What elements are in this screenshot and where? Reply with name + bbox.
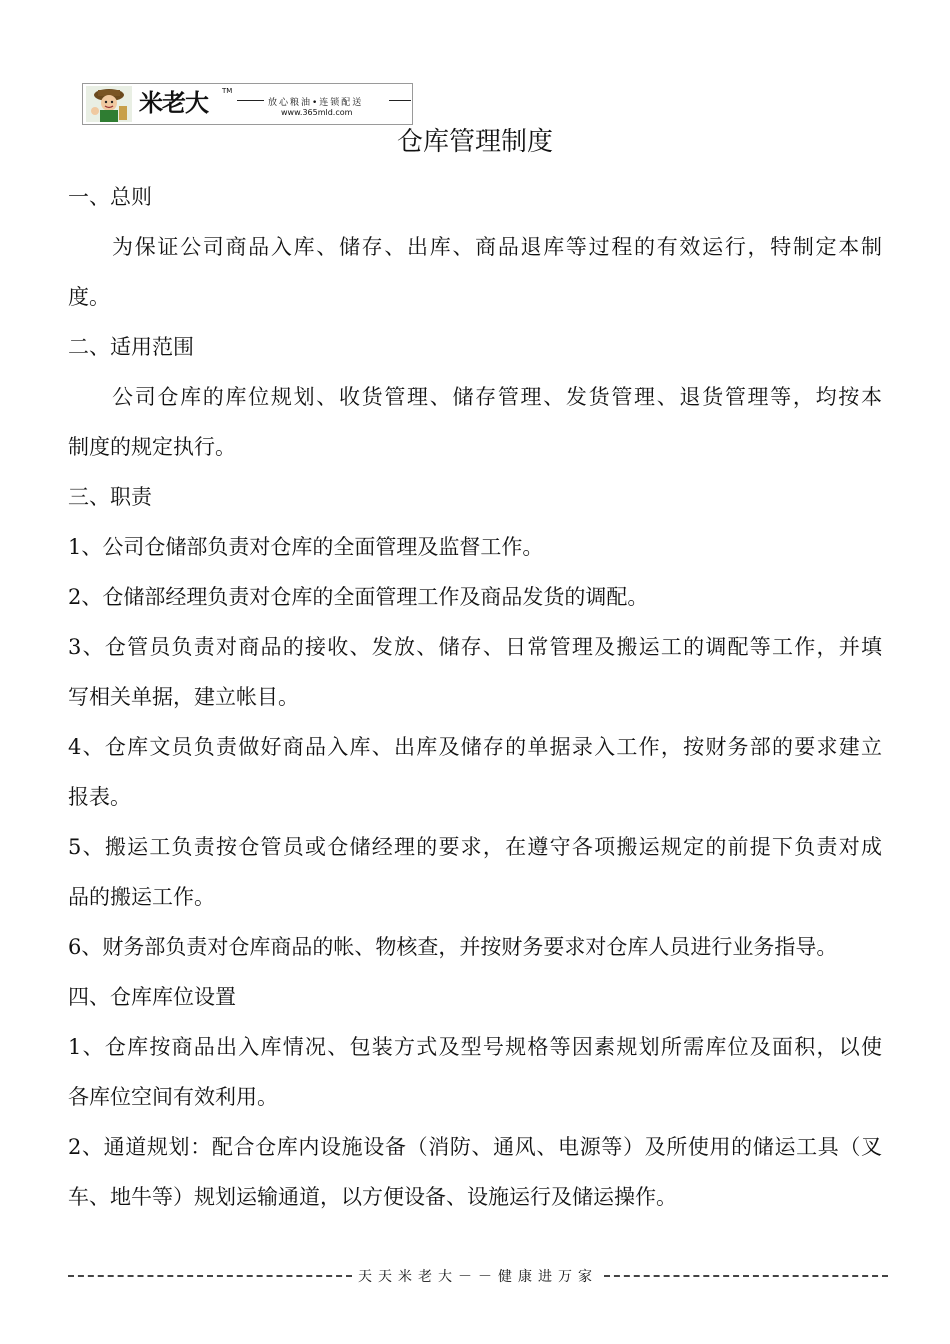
company-logo	[82, 83, 413, 125]
section-heading: 四、仓库库位设置	[68, 985, 236, 1009]
list-item: 1、仓库按商品出入库情况、包装方式及型号规格等因素规划所需库位及面积，以使	[68, 1035, 882, 1059]
document-title: 仓库管理制度	[396, 127, 553, 157]
list-item: 6、财务部负责对仓库商品的帐、物核查，并按财务要求对仓库人员进行业务指导。	[68, 935, 838, 959]
paragraph-line: 公司仓库的库位规划、收货管理、储存管理、发货管理、退货管理等，均按本	[112, 385, 882, 409]
trademark-mark: TM	[222, 87, 233, 95]
list-item: 5、搬运工负责按仓管员或仓储经理的要求，在遵守各项搬运规定的前提下负责对成	[68, 835, 882, 859]
page-footer	[68, 1266, 888, 1286]
footer-right-rule	[604, 1275, 888, 1277]
section-heading: 三、职责	[68, 485, 152, 509]
brand-name: 米老大	[139, 89, 208, 117]
slogan-left-rule	[237, 100, 264, 101]
footer-left-rule	[68, 1275, 352, 1277]
list-item: 3、仓管员负责对商品的接收、发放、储存、日常管理及搬运工的调配等工作，并填	[68, 635, 882, 659]
list-item-continuation: 品的搬运工作。	[68, 885, 215, 909]
list-item-continuation: 写相关单据，建立帐目。	[68, 685, 299, 709]
section-heading: 二、适用范围	[68, 335, 194, 359]
list-item: 1、公司仓储部负责对仓库的全面管理及监督工作。	[68, 535, 544, 559]
document-body	[68, 172, 882, 1222]
mascot-icon	[86, 86, 132, 122]
logo-url: www.365mld.com	[281, 108, 353, 117]
logo-slogan: 放心粮油•连锁配送	[268, 98, 364, 108]
slogan-right-rule	[389, 100, 411, 101]
list-item-continuation: 各库位空间有效利用。	[68, 1085, 278, 1109]
list-item: 4、仓库文员负责做好商品入库、出库及储存的单据录入工作，按财务部的要求建立	[68, 735, 882, 759]
section-heading: 一、总则	[68, 185, 152, 209]
paragraph-line: 度。	[68, 285, 110, 309]
list-item: 2、仓储部经理负责对仓库的全面管理工作及商品发货的调配。	[68, 585, 649, 609]
list-item-continuation: 车、地牛等）规划运输通道，以方便设备、设施运行及储运操作。	[68, 1185, 677, 1209]
list-item-continuation: 报表。	[68, 785, 131, 809]
list-item: 2、通道规划：配合仓库内设施设备（消防、通风、电源等）及所使用的储运工具（叉	[68, 1135, 882, 1159]
footer-slogan: 天天米老大－－健康进万家	[358, 1269, 598, 1285]
paragraph-line: 为保证公司商品入库、储存、出库、商品退库等过程的有效运行，特制定本制	[112, 235, 882, 259]
paragraph-line: 制度的规定执行。	[68, 435, 236, 459]
